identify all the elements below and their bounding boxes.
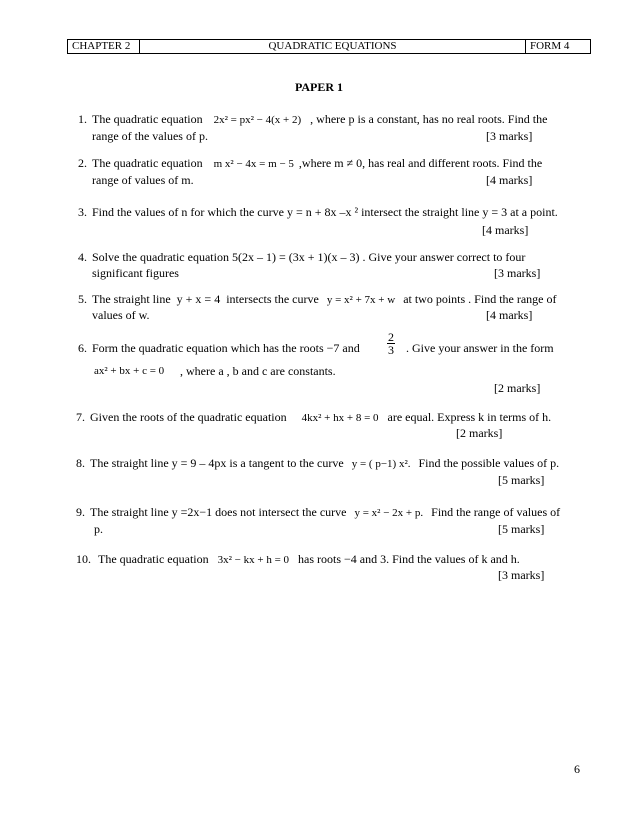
equation: y = x² + 7x + w xyxy=(326,294,396,306)
topic-label: QUADRATIC EQUATIONS xyxy=(140,40,526,53)
question-number: 3. xyxy=(78,205,87,219)
question-text: intersects the curve xyxy=(226,292,319,306)
question-number: 4. xyxy=(78,250,87,264)
question-number: 1. xyxy=(78,112,87,126)
question-text: The quadratic equation xyxy=(92,112,203,126)
question-text: Find the values of n for which the curve y = n + 8x –x ² intersect the straight line y = 3 at a point. xyxy=(92,205,558,219)
question-text: , where p is a constant, has no real roots. Find the xyxy=(310,112,548,126)
equation: 3x² − kx + h = 0 xyxy=(217,554,290,566)
question-text: The straight line y =2x−1 does not intersect the curve xyxy=(90,505,347,519)
marks-label: [3 marks] xyxy=(498,568,545,582)
question-text-line2: significant figures xyxy=(92,266,179,280)
question-text: are equal. Express k in terms of h. xyxy=(387,410,552,424)
question-text: Find the possible values of p. xyxy=(418,456,560,470)
question-text: at two points . Find the range of xyxy=(403,292,557,306)
marks-label: [5 marks] xyxy=(498,522,545,536)
question-text: . Give your answer in the form xyxy=(406,341,554,355)
equation: y + x = 4 xyxy=(176,292,221,306)
question-text: has roots −4 and 3. Find the values of k and h. xyxy=(298,552,520,566)
marks-label: [4 marks] xyxy=(486,173,533,187)
marks-label: [2 marks] xyxy=(456,426,503,440)
question-number: 7. xyxy=(76,410,85,424)
marks-label: [2 marks] xyxy=(494,381,541,395)
question-number: 2. xyxy=(78,156,87,170)
question-number: 9. xyxy=(76,505,85,519)
question-text: The quadratic equation xyxy=(92,156,203,170)
question-text: Form the quadratic equation which has the roots −7 and xyxy=(92,341,360,355)
question-text-line2: values of w. xyxy=(92,308,150,322)
equation: y = x² − 2x + p. xyxy=(354,507,424,519)
fraction-numerator: 2 xyxy=(388,330,394,344)
question-number: 8. xyxy=(76,456,85,470)
equation: m x² − 4x = m − 5 xyxy=(213,158,294,170)
question-text: Given the roots of the quadratic equation xyxy=(90,410,287,424)
marks-label: [3 marks] xyxy=(494,266,541,280)
form-label: FORM 4 xyxy=(530,40,570,52)
question-text-line2: , where a , b and c are constants. xyxy=(180,364,336,378)
marks-label: [3 marks] xyxy=(486,129,533,143)
equation: 4kx² + hx + 8 = 0 xyxy=(301,412,379,424)
question-text-line2: p. xyxy=(94,522,103,536)
paper-title: PAPER 1 xyxy=(294,80,344,94)
fraction xyxy=(387,331,395,356)
question-text-line2: range of the values of p. xyxy=(92,129,208,143)
marks-label: [4 marks] xyxy=(486,308,533,322)
question-text: Find the range of values of xyxy=(431,505,561,519)
chapter-label: CHAPTER 2 xyxy=(68,40,140,53)
chapter-header xyxy=(67,39,591,54)
equation: ax² + bx + c = 0 xyxy=(94,365,165,377)
question-text: The quadratic equation xyxy=(98,552,209,566)
equation: y = ( p−1) x². xyxy=(351,458,411,470)
question-text: ,where m ≠ 0, has real and different roots. Find the xyxy=(298,156,543,170)
question-text-line2: range of values of m. xyxy=(92,173,194,187)
question-number: 5. xyxy=(78,292,87,306)
question-text: Solve the quadratic equation 5(2x – 1) = (3x + 1)(x – 3) . Give your answer correct to four xyxy=(92,250,526,264)
page-number: 6 xyxy=(574,762,580,776)
fraction-denominator: 3 xyxy=(388,343,394,357)
question-number: 10. xyxy=(76,552,91,566)
question-number: 6. xyxy=(78,341,87,355)
question-text: The straight line y = 9 – 4px is a tangent to the curve xyxy=(90,456,344,470)
marks-label: [4 marks] xyxy=(482,223,529,237)
question-text: The straight line xyxy=(92,292,171,306)
equation: 2x² = px² − 4(x + 2) xyxy=(213,114,302,126)
marks-label: [5 marks] xyxy=(498,473,545,487)
